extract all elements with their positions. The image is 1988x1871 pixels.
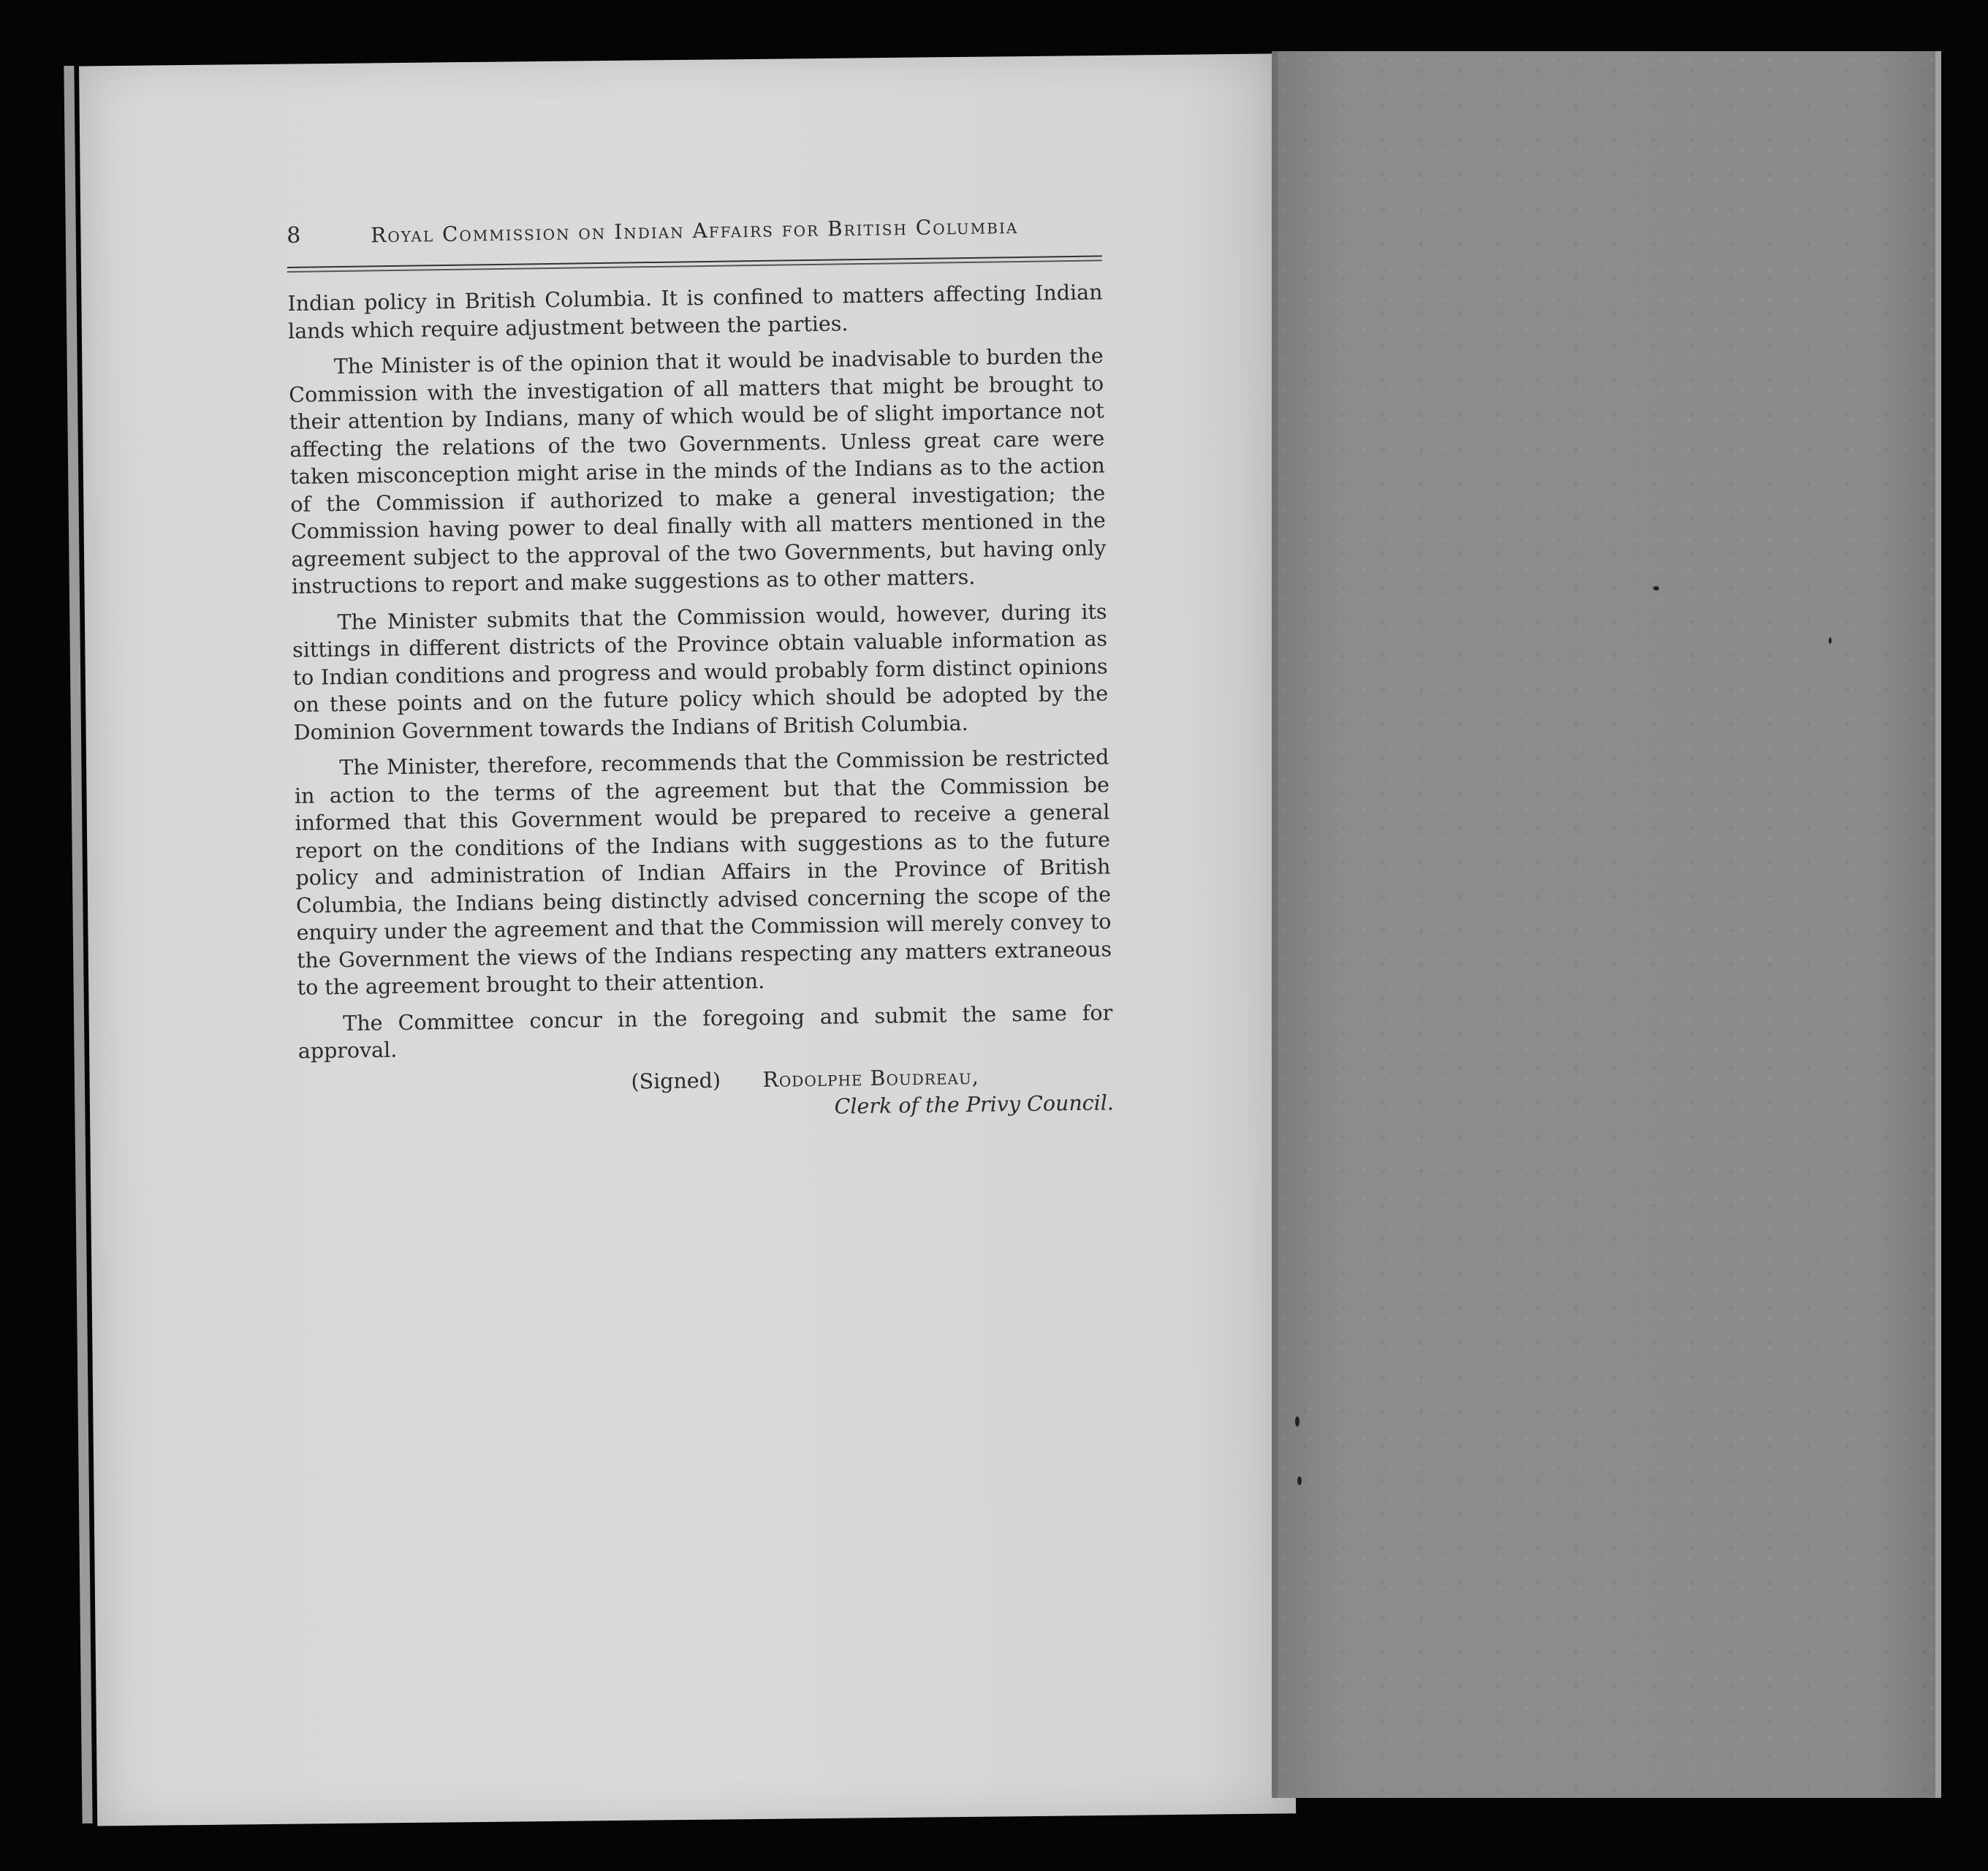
signed-label: (Signed) bbox=[631, 1068, 721, 1094]
back-cover bbox=[1278, 51, 1939, 1798]
speck bbox=[1297, 1476, 1302, 1485]
page-content bbox=[287, 211, 1114, 1139]
speck bbox=[1295, 1416, 1300, 1427]
paragraph: Indian policy in British Columbia. It is confined to matters affecting Indian lands which require adjustment between the parties. bbox=[287, 280, 1103, 344]
running-head: Royal Commission on Indian Affairs for British Columbia bbox=[371, 214, 1019, 248]
cover-edge bbox=[1935, 51, 1941, 1798]
paragraph: The Minister is of the opinion that it would be inadvisable to burden the Commission with the investigation of all matters that might be brought to their attention by Indians, many of which would be of slight importance not affecting the relations of the two Governments. Unless great care were taken misconception might arise in the minds of the Indians as to the action of the Commission if authorized to make a general investigation; the Commission having power to deal finally with all matters mentioned in the agreement subject to the approval of the two Governments, but having only instructions to report and make suggestions as to other matters. bbox=[289, 344, 1107, 599]
paragraph: The Minister, therefore, recommends that the Commission be restricted in action to the terms of the agreement but that the Commission be informed that this Government would be prepared to receive a general report on the conditions of the Indians with suggestions as to the future policy and administration of Indian Affairs in the Province of British Columbia, the Indians being distinctly advised concerning the scope of the enquiry under the agreement and that the Commission will merely convey to the Government the views of the Indians respecting any matters extraneous to the agreement brought to their attention. bbox=[294, 745, 1112, 1000]
speck bbox=[1829, 637, 1832, 644]
page-number: 8 bbox=[287, 222, 302, 248]
paragraph: The Committee concur in the foregoing and submit the same for approval. bbox=[297, 1000, 1113, 1063]
signer-name: Rodolphe Boudreau, bbox=[762, 1064, 980, 1092]
signer-title: Clerk of the Privy Council. bbox=[834, 1090, 1115, 1119]
paragraph: The Minister submits that the Commission would, however, during its sittings in different districts of the Province obtain valuable information as to Indian conditions and progress and would probably form distinct opinions on these points and on the future policy which should be adopted by the Dominion Government towards the Indians of British Columbia. bbox=[292, 599, 1109, 745]
speck bbox=[1653, 586, 1659, 591]
signature-block bbox=[298, 1063, 1114, 1140]
